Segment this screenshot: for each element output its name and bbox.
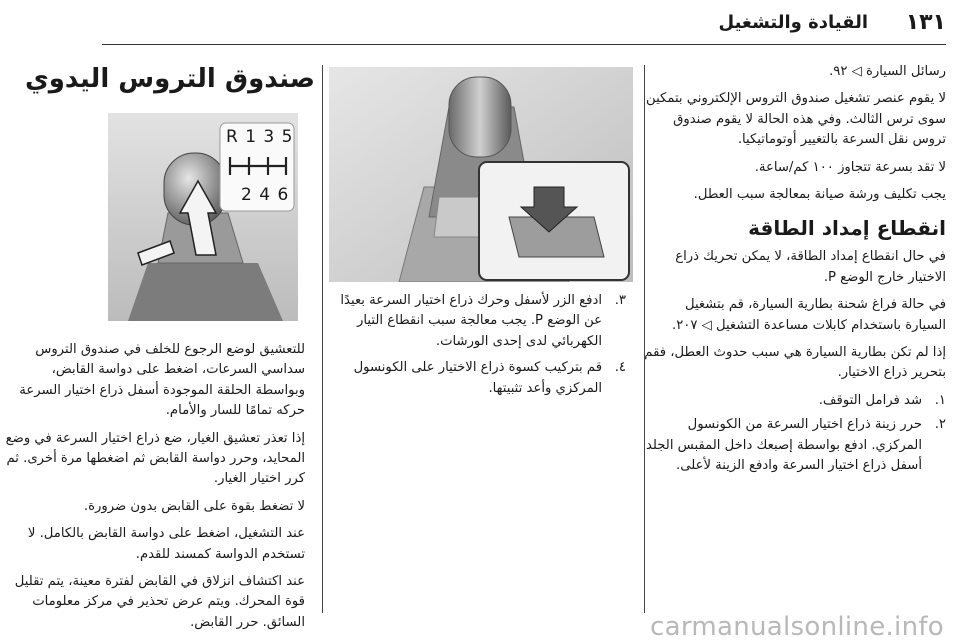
paragraph: عند اكتشاف انزلاق في القابض لفترة معينة، يتم تقليل قوة المحرك. ويتم عرض تحذير في مركز معلومات السائق. حرر القابض. — [14, 574, 305, 630]
paragraph: إذا لم تكن بطارية السيارة هي سبب حدوث العطل، فقم بتحرير ذراع الاختيار. — [644, 345, 946, 381]
steps-list — [336, 291, 626, 399]
page-header — [0, 0, 960, 52]
step-number: ٢. — [934, 417, 946, 433]
left-column — [5, 340, 305, 633]
step-text: شد فرامل التوقف. — [818, 392, 922, 408]
gear-release-illustration — [329, 67, 633, 282]
section-title: القيادة والتشغيل — [718, 12, 868, 33]
step-number: ٤. — [614, 360, 626, 376]
watermark: carmanualsonline.info — [650, 612, 945, 642]
gear-pattern-top: R 1 3 5 — [226, 127, 294, 147]
paragraph: للتعشيق لوضع الرجوع للخلف في صندوق التروس سداسي السرعات، اضغط على دواسة القابض، وبواسطة الحلقة الموجودة أسفل ذراع اختيار السرعة حركه تمامًا للسار والأمام. — [19, 342, 305, 419]
right-column — [641, 62, 946, 477]
paragraph: في حالة فراغ شحنة بطارية السيارة، قم بتشغيل السيارة باستخدام كابلات مساعدة التشغيل ◁ ٢٠٧. — [671, 297, 946, 333]
manual-gearbox-title: صندوق التروس اليدوي — [24, 64, 315, 94]
paragraph: عند التشغيل، اضغط على دواسة القابض بالكامل. لا تستخدم الدواسة كمسند للقدم. — [27, 526, 305, 562]
step-text: حرر زينة ذراع اختيار السرعة من الكونسول المركزي. ادفع بواسطة إصبعك داخل المقبس الجلد أسفل ذراع اختيار السرعة وادفع الزينة لأعلى. — [646, 417, 922, 474]
section-heading: انقطاع إمداد الطاقة — [748, 216, 946, 241]
steps-list — [641, 391, 946, 477]
step-text: قم بتركيب كسوة ذراع الاختيار على الكونسول المركزي وأعد تثبيتها. — [353, 360, 602, 396]
paragraph: لا تقد بسرعة تتجاوز ١٠٠ كم/ساعة. — [754, 159, 946, 175]
paragraph: لا يقوم عنصر تشغيل صندوق التروس الإلكتروني بتمكين سوى ترس الثالث. وفي هذه الحالة لا يقوم صندوق تروس نقل السرعة بالتغيير أوتوماتيكيا. — [646, 91, 946, 148]
list-item — [336, 291, 626, 352]
header-rule — [102, 44, 946, 45]
gear-release-svg — [329, 67, 633, 282]
reference-note: رسائل السيارة ◁ ٩٢. — [829, 64, 946, 79]
paragraph: يجب تكليف ورشة صيانة بمعالجة سبب العطل. — [693, 187, 946, 203]
gear-pattern-bottom: 2 4 6 — [241, 185, 290, 205]
column-divider — [322, 65, 323, 613]
list-item — [336, 358, 626, 399]
list-item — [641, 391, 946, 411]
middle-column — [336, 291, 626, 399]
manual-shift-illustration — [108, 113, 298, 321]
step-number: ١. — [934, 392, 946, 408]
paragraph: في حال انقطاع إمداد الطاقة، لا يمكن تحريك ذراع الاختيار خارج الوضع P. — [675, 249, 946, 285]
step-text: ادفع الزر لأسفل وحرك ذراع اختيار السرعة بعيدًا عن الوضع P. يجب معالجة سبب انقطاع التيار الكهربائي لدى إحدى الورشات. — [340, 293, 602, 349]
paragraph: إذا تعذر تعشيق الغيار، ضع ذراع اختيار السرعة في وضع المحايد، وحرر دواسة القابض ثم اضغطها مرة أخرى. ثم كرر اختيار الغيار. — [5, 430, 305, 487]
step-number: ٣. — [614, 293, 626, 308]
page-number: ١٣١ — [905, 10, 946, 35]
list-item — [641, 415, 946, 476]
paragraph: لا تضغط بقوة على القابض بدون ضرورة. — [83, 498, 305, 514]
